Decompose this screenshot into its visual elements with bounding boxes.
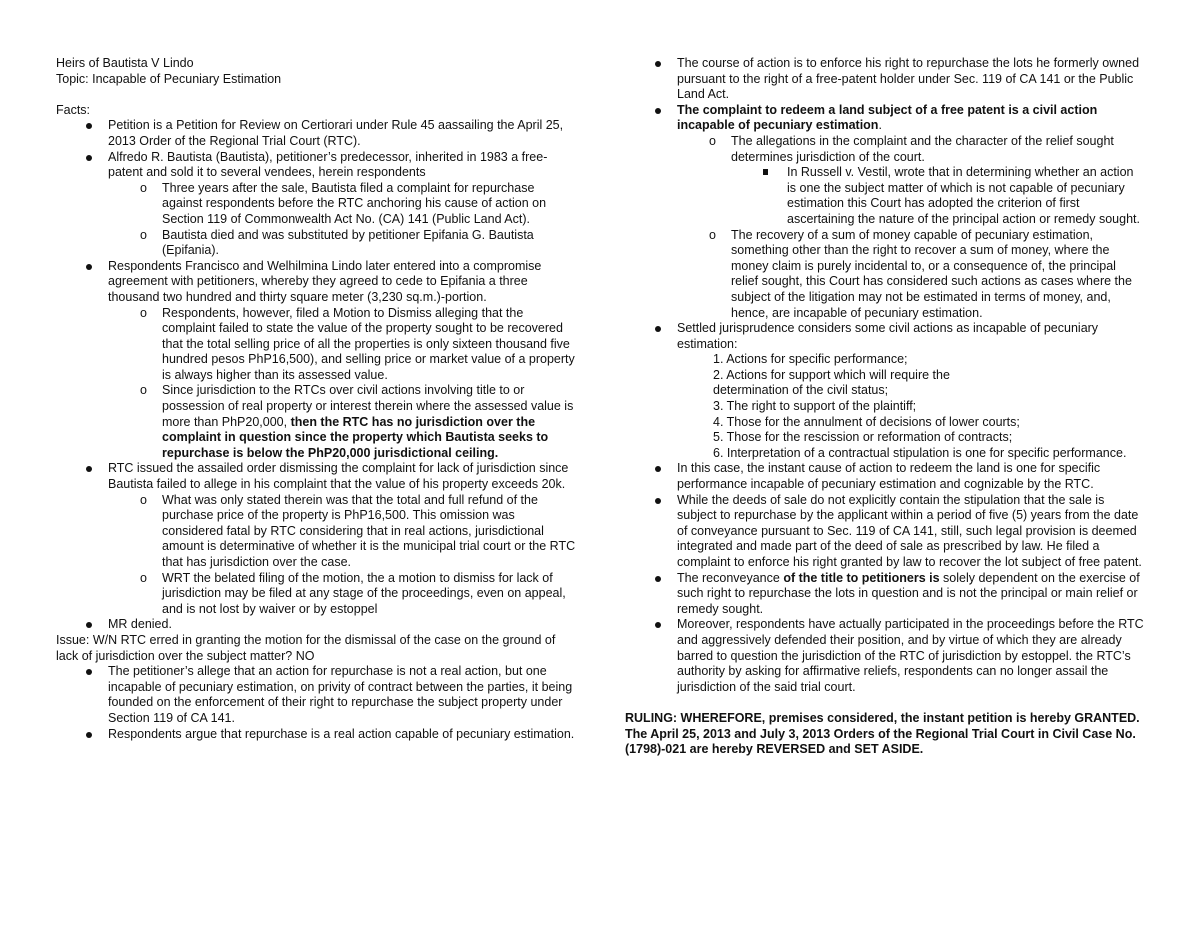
bullet-icon	[86, 264, 92, 270]
list-item: Petition is a Petition for Review on Certiorari under Rule 45 aassailing the April 25, 2013 Order of the Regional Trial Court (RTC).	[56, 118, 576, 149]
left-column	[56, 56, 576, 742]
discussion-list	[625, 56, 1145, 352]
bullet-icon	[655, 576, 661, 582]
numbered-item: 2. Actions for support which will require the	[713, 367, 950, 382]
list-item: Respondents argue that repurchase is a real action capable of pecuniary estimation.	[56, 727, 576, 743]
circle-bullet-icon: o	[140, 570, 147, 585]
sub-list-item: o WRT the belated filing of the motion, the a motion to dismiss for lack of jurisdiction may be filed at any stage of the proceedings, even on appeal, and is not lost by waiver or by estoppel	[140, 570, 566, 616]
facts-list	[56, 118, 576, 633]
circle-bullet-icon: o	[140, 180, 147, 195]
topic: Topic: Incapable of Pecuniary Estimation	[56, 71, 282, 86]
case-title: Heirs of Bautista V Lindo	[56, 56, 194, 70]
bullet-icon	[86, 466, 92, 472]
numbered-item-continued: determination of the civil status;	[713, 383, 889, 398]
bullet-icon	[86, 622, 92, 628]
circle-bullet-icon: o	[140, 383, 147, 398]
bullet-icon	[86, 669, 92, 675]
numbered-item: 3. The right to support of the plaintiff;	[713, 399, 917, 414]
sub-list-item: o What was only stated therein was that the total and full refund of the purchase price of the property is PhP16,500. This omission was considered fatal by RTC considering that in real actions, jurisdictional amount is determinative of whether it is the municipal trial court or the RTC that has jurisdiction over the case.	[140, 492, 576, 569]
list-item: The course of action is to enforce his right to repurchase the lots he formerly owned pursuant to the right of a free-patent holder under Sec. 119 of CA 141 or the Public Land Act.	[625, 56, 1145, 103]
list-item: Alfredo R. Bautista (Bautista), petitioner’s predecessor, inherited in 1983 a free-patent and sold it to several vendees, herein respondents	[56, 150, 576, 181]
list-item: In this case, the instant cause of action to redeem the land is one for specific performance incapable of pecuniary estimation and cognizable by the RTC.	[625, 461, 1145, 492]
sub-list-item: o Bautista died and was substituted by petitioner Epifania G. Bautista (Epifania).	[140, 227, 534, 258]
list-item: Settled jurisprudence considers some civil actions as incapable of pecuniary estimation:	[625, 321, 1145, 352]
numbered-item: 1. Actions for specific performance;	[713, 352, 908, 367]
circle-bullet-icon: o	[140, 305, 147, 320]
sub-list-item: o Three years after the sale, Bautista filed a complaint for repurchase against respondents before the RTC anchoring his cause of action on Section 119 of Commonwealth Act No. (CA) 141 (Public Land Act).	[140, 180, 547, 226]
circle-bullet-icon: o	[140, 227, 147, 242]
bullet-icon	[655, 326, 661, 332]
sub-list-item: o The recovery of a sum of money capable of pecuniary estimation, something other than the right to recover a sum of money, where the money claim is purely incidental to, or a consequence of, the principal relief sought, this Court has considered such actions as cases where the subject of the litigation may not be estimated in terms of money, and, hence, are incapable of pecuniary estimation.	[709, 227, 1132, 320]
list-item: The petitioner’s allege that an action for repurchase is not a real action, but one incapable of pecuniary estimation, on privity of contract between the parties, it being founded on the enforcement of their right to repurchase the subject property under Section 119 of CA 141.	[56, 664, 576, 726]
bullet-icon	[655, 622, 661, 628]
bullet-icon	[86, 732, 92, 738]
bullet-icon	[655, 108, 661, 114]
list-item: MR denied.	[56, 617, 576, 633]
bullet-icon	[86, 123, 92, 129]
list-item: Respondents Francisco and Welhilmina Lindo later entered into a compromise agreement with petitioners, whereby they agreed to cede to Epifania a three thousand two hundred and thirty square meter (3,230 sq.m.)-portion.	[56, 259, 576, 306]
facts-heading: Facts:	[56, 102, 91, 117]
list-item: RTC issued the assailed order dismissing the complaint for lack of jurisdiction since Bautista failed to allege in his complaint that the value of his property exceeds 20k.	[56, 461, 576, 492]
circle-bullet-icon: o	[140, 492, 147, 507]
bullet-icon	[86, 155, 92, 161]
circle-bullet-icon: o	[709, 133, 716, 148]
sub-list-item: o Since jurisdiction to the RTCs over civil actions involving title to or possession of real property or interest therein where the assessed value is more than PhP20,000, then the RTC has no jurisdiction over the complaint in question since the property which Bautista seeks to repurchase is below the PhP20,000 jurisdictional ceiling.	[140, 383, 574, 460]
issue-statement: Issue: W/N RTC erred in granting the motion for the dismissal of the case on the ground of lack of jurisdiction over the subject matter? NO	[56, 632, 556, 663]
analysis-list	[625, 461, 1145, 695]
list-item: While the deeds of sale do not explicitly contain the stipulation that the sale is subject to repurchase by the applicant within a period of five (5) years from the date of conveyance pursuant to Sec. 119 of CA 141, still, such legal provision is deemed integrated and made part of the deed of sale as prescribed by law. He filed a complaint to enforce his right granted by law to recover the lot subject of free patent.	[625, 493, 1145, 571]
sub-list-item: o Respondents, however, filed a Motion to Dismiss alleging that the complaint failed to state the value of the property sought to be recovered that the total selling price of all the properties is only sixteen thousand five hundred pesos PhP16,500), and selling price or market value of a property is always higher than its assessed value.	[140, 305, 575, 382]
circle-bullet-icon: o	[709, 227, 716, 242]
numbered-item: 5. Those for the rescission or reformation of contracts;	[713, 430, 1013, 445]
bullet-icon	[655, 498, 661, 504]
right-column	[625, 56, 1145, 758]
bullet-icon	[655, 61, 661, 67]
list-item: Moreover, respondents have actually participated in the proceedings before the RTC and aggressively defended their position, and by virtue of which they are already barred to question the jurisdiction of the RTC of jurisdiction by estoppel. the RTC’s authority by asking for affirmative reliefs, respondents can no longer assail the jurisdiction of the said trial court.	[625, 617, 1145, 695]
ruling: RULING: WHEREFORE, premises considered, the instant petition is hereby GRANTED. The April 25, 2013 and July 3, 2013 Orders of the Regional Trial Court in Civil Case No. (1798)-021 are hereby REVERSED and SET ASIDE.	[625, 710, 1140, 757]
square-bullet-icon	[763, 169, 768, 175]
numbered-item: 6. Interpretation of a contractual stipulation is one for specific performance.	[713, 445, 1127, 460]
sub-sub-list-item: In Russell v. Vestil, wrote that in determining whether an action is one the subject matter of which is not capable of pecuniary estimation this Court has adopted the criterion of first ascertaining the nature of the principal action or remedy sought.	[625, 165, 1145, 227]
issue-list	[56, 664, 576, 742]
list-item: The complaint to redeem a land subject of a free patent is a civil action incapable of pecuniary estimation.	[625, 103, 1145, 134]
list-item: The reconveyance of the title to petitioners is solely dependent on the exercise of such right to repurchase the lots in question and is not the principal or main relief or remedy sought.	[625, 571, 1145, 618]
numbered-item: 4. Those for the annulment of decisions of lower courts;	[713, 414, 1020, 429]
bullet-icon	[655, 466, 661, 472]
sub-list-item: o The allegations in the complaint and the character of the relief sought determines jurisdiction of the court.	[709, 133, 1114, 164]
